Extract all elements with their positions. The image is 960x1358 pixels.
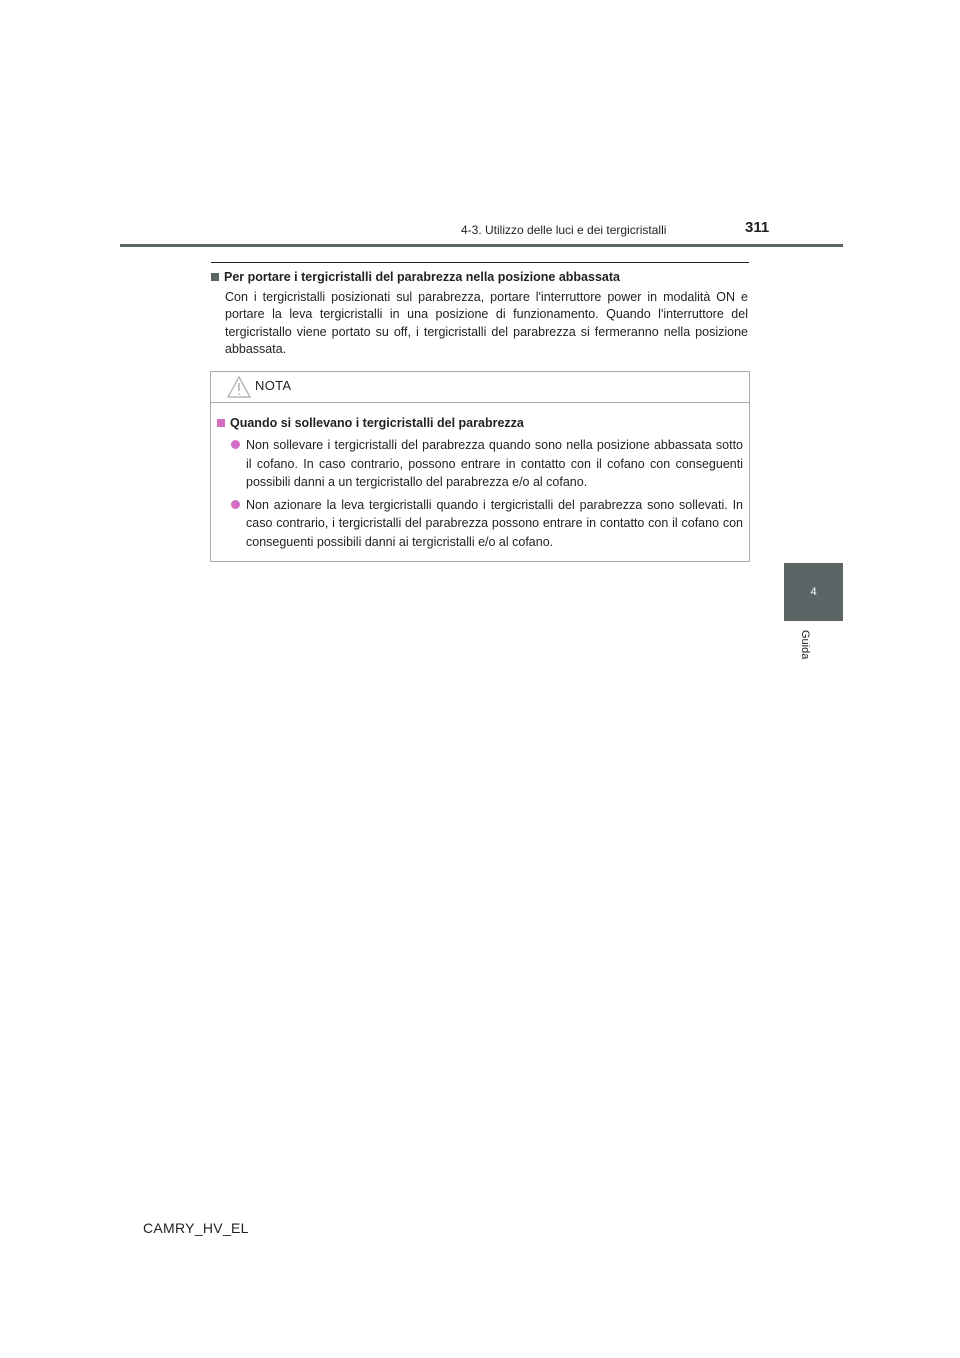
square-bullet-icon (211, 273, 219, 281)
notice-subtitle: Quando si sollevano i tergicristalli del parabrezza (230, 416, 524, 430)
notice-body (211, 403, 749, 551)
section-wipers-down (211, 269, 748, 358)
notice-point (231, 496, 743, 552)
chapter-tab[interactable] (784, 563, 843, 621)
notice-subheading (217, 415, 743, 432)
notice-title: NOTA (255, 378, 292, 393)
notice-point-text: Non azionare la leva tergicristalli quando i tergicristalli del parabrezza sono sollevati. In caso contrario, i tergicristalli del parabrezza possono entrare in contatto con il cofano con conseguenti possibili danni ai tergicristalli e/o al cofano. (246, 497, 743, 549)
footer-model-code: CAMRY_HV_EL (143, 1220, 249, 1236)
notice-point-text: Non sollevare i tergicristalli del parabrezza quando sono nella posizione abbassata sotto il cofano. In caso contrario, possono entrare in contatto con il cofano con conseguenti possibili danni a un tergicristallo del parabrezza e/o al cofano. (246, 438, 743, 489)
header-divider (120, 244, 843, 247)
chapter-label: Guida (799, 630, 811, 660)
notice-header (211, 372, 749, 403)
header-section-title: 4-3. Utilizzo delle luci e dei tergicristalli (461, 223, 667, 237)
section-body: Con i tergicristalli posizionati sul parabrezza, portare l'interruttore power in modalità ON e portare la leva tergicristalli in una posizione di funzionamento. Quando l'interruttore del tergicristallo viene portato su off, i tergicristalli del parabrezza si fermeranno nella posizione abbassata. (225, 290, 748, 356)
chapter-number: 4 (810, 586, 817, 598)
notice-box (210, 371, 750, 562)
section-title: Per portare i tergicristalli del parabrezza nella posizione abbassata (224, 270, 620, 284)
square-bullet-icon (217, 419, 225, 427)
circle-bullet-icon (231, 440, 240, 449)
warning-triangle-icon (227, 376, 251, 403)
circle-bullet-icon (231, 500, 240, 509)
page-number: 311 (745, 219, 770, 236)
notice-point (231, 436, 743, 492)
section-divider (211, 262, 749, 263)
section-heading (211, 269, 748, 286)
